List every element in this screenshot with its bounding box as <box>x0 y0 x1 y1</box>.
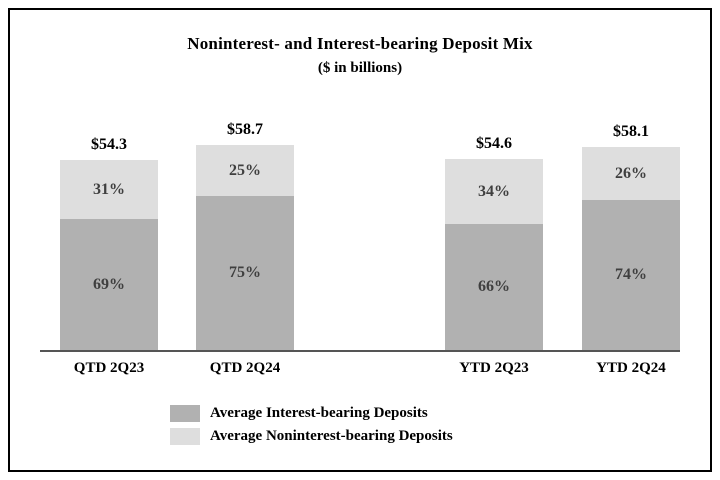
legend-label: Average Noninterest-bearing Deposits <box>210 428 453 444</box>
chart-frame <box>8 8 712 472</box>
axis-label-ytd-2q23: YTD 2Q23 <box>459 360 529 376</box>
segment-noninterest-bearing <box>60 160 158 219</box>
segment-interest-bearing <box>445 224 543 350</box>
segment-interest-bearing <box>196 196 294 350</box>
bar-group-ytd-2q24 <box>582 123 680 350</box>
bar-stack <box>60 160 158 350</box>
bar-group-qtd-2q24 <box>196 121 294 350</box>
segment-noninterest-bearing <box>445 159 543 224</box>
segment-label: 26% <box>615 164 647 182</box>
segment-noninterest-bearing <box>582 147 680 200</box>
title-block <box>10 34 710 77</box>
chart-title: Noninterest- and Interest-bearing Deposit Mix <box>187 34 533 53</box>
x-axis-line <box>40 350 680 352</box>
bar-total-label: $58.7 <box>227 121 263 138</box>
segment-label: 69% <box>93 275 125 293</box>
bar-stack <box>196 145 294 350</box>
segment-label: 66% <box>478 278 510 295</box>
legend-item-interest-bearing <box>170 405 550 422</box>
segment-noninterest-bearing <box>196 145 294 196</box>
legend-label: Average Interest-bearing Deposits <box>210 405 428 421</box>
bar-total-label: $54.6 <box>476 135 512 152</box>
chart-legend <box>10 405 710 445</box>
plot-area <box>40 110 680 350</box>
x-axis-labels <box>40 360 680 390</box>
legend-swatch-icon <box>170 428 200 445</box>
bar-group-ytd-2q23 <box>445 135 543 350</box>
bar-stack <box>582 147 680 350</box>
segment-interest-bearing <box>60 219 158 350</box>
axis-label-qtd-2q24: QTD 2Q24 <box>209 360 281 376</box>
segment-label: 74% <box>615 266 647 283</box>
bar-stack <box>445 159 543 350</box>
segment-interest-bearing <box>582 200 680 350</box>
bar-total-label: $58.1 <box>613 123 649 140</box>
axis-label-qtd-2q23: QTD 2Q23 <box>73 360 145 376</box>
bar-total-label: $54.3 <box>91 136 127 153</box>
segment-label: 34% <box>478 182 510 200</box>
legend-swatch-icon <box>170 405 200 422</box>
segment-label: 25% <box>229 161 261 179</box>
segment-label: 31% <box>93 180 125 198</box>
axis-label-ytd-2q24: YTD 2Q24 <box>596 360 666 376</box>
segment-label: 75% <box>229 264 261 281</box>
legend-item-noninterest-bearing <box>170 428 550 445</box>
chart-subtitle: ($ in billions) <box>317 60 403 76</box>
bar-group-qtd-2q23 <box>60 136 158 350</box>
